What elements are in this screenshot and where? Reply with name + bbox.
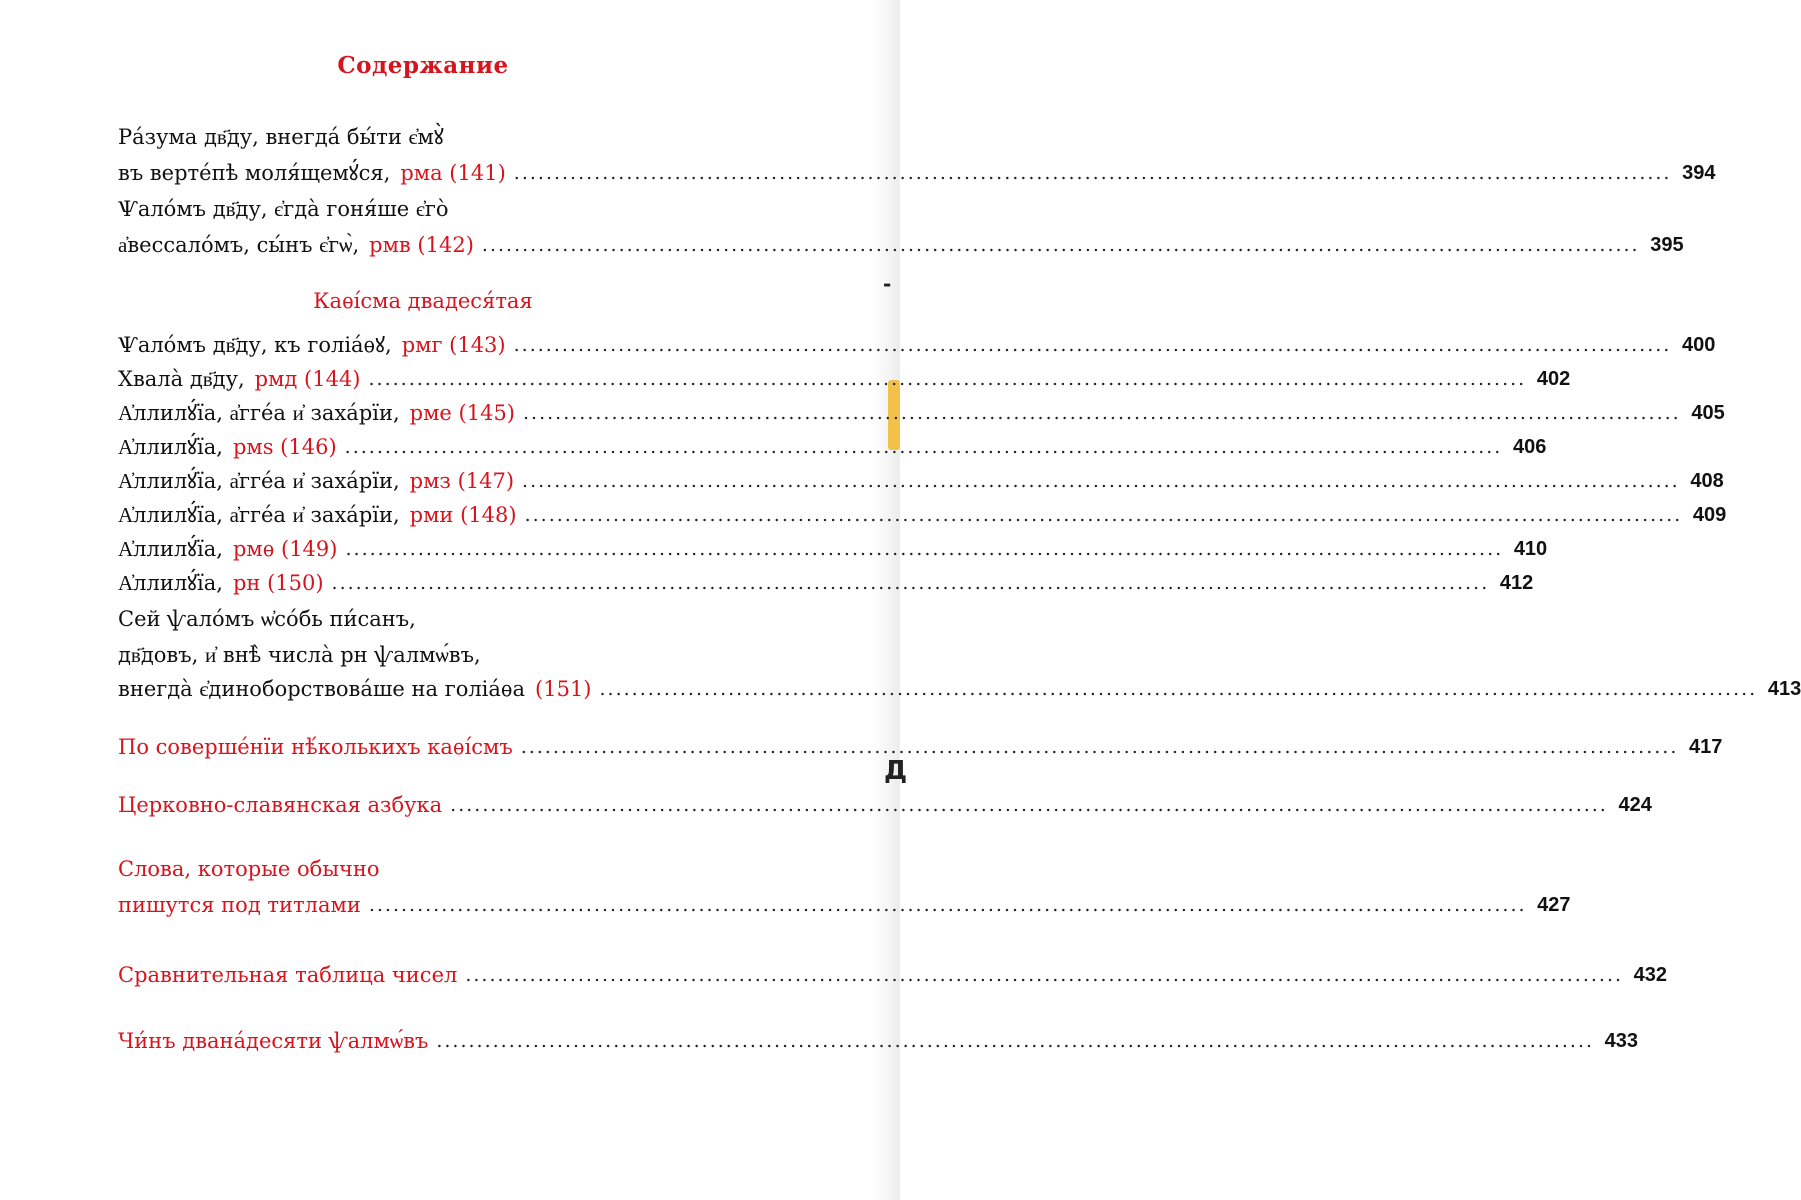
page-number: 408 — [1690, 470, 1724, 492]
leader-dots — [332, 568, 1490, 598]
toc-entry-text: А҆ллилꙋ́їа, а҆гге́а и҆ заха́рїи, — [118, 503, 400, 527]
toc-entry-143[interactable] — [118, 326, 1716, 360]
leader-dots — [436, 1026, 1594, 1056]
psalm-number: рме (145) — [409, 401, 516, 425]
toc-entry-alphabet[interactable] — [118, 786, 1652, 820]
leader-dots — [600, 674, 1758, 704]
toc-entry-text: Сравнительная таблица чисел — [118, 963, 458, 987]
toc-entry-text: пишутся под титлами — [118, 893, 361, 917]
page-number: 432 — [1633, 964, 1668, 986]
page-number: 400 — [1681, 334, 1716, 356]
toc-entry-titla-words-line1[interactable] — [118, 850, 728, 884]
toc-entry-text: А҆ллилꙋ́їа, — [118, 537, 223, 561]
toc-entry-text: Ѱало́мъ дв҃ду, є҆гда̀ гоня́ше є҆го̀ — [118, 197, 449, 221]
toc-entry-text: Ра́зума дв҃ду, внегда́ бы́ти є҆мꙋ̀ — [118, 125, 444, 149]
page-number: 406 — [1512, 436, 1547, 458]
page-number: 395 — [1650, 234, 1684, 256]
leader-dots — [522, 466, 1680, 496]
toc-entry-142-line1[interactable] — [118, 190, 728, 224]
toc-entry-text: въ верте́пѣ моля́щемꙋ́ся, — [118, 161, 391, 185]
toc-entry-151-line1[interactable] — [118, 600, 728, 634]
toc-entry-titla-words-line2[interactable] — [118, 886, 1571, 920]
toc-entry-144[interactable] — [118, 360, 1571, 394]
toc-entry-145[interactable] — [118, 394, 1725, 428]
toc-entry-150[interactable] — [118, 564, 1534, 598]
psalm-number: рмѳ (149) — [232, 537, 338, 561]
leader-dots — [525, 500, 1683, 530]
page-number: 394 — [1682, 162, 1716, 184]
leader-dots — [482, 230, 1640, 260]
facing-page-dash: - — [883, 272, 892, 296]
psalm-number: рма (141) — [400, 161, 506, 185]
leader-dots — [345, 432, 1503, 462]
toc-entry-text: Слова, которые обычно — [118, 857, 380, 881]
page-number: 410 — [1513, 538, 1548, 560]
page-number: 427 — [1537, 894, 1571, 916]
leader-dots — [514, 158, 1672, 188]
toc-entry-text: А҆ллилꙋ́їа, а҆гге́а и҆ заха́рїи, — [118, 469, 400, 493]
table-of-contents — [118, 48, 1801, 1053]
page-number: 433 — [1604, 1030, 1639, 1052]
leader-dots — [369, 890, 1527, 920]
leader-dots — [450, 790, 1608, 820]
toc-entry-151-line3[interactable] — [118, 670, 1801, 704]
toc-entry-numbers-table[interactable] — [118, 956, 1668, 990]
psalm-number: рмд (144) — [254, 367, 361, 391]
toc-entry-text: По соверше́нїи нѣ́колькихъ каѳі́смъ — [118, 735, 513, 759]
toc-entry-after-kathismas[interactable] — [118, 728, 1723, 762]
toc-entry-twelve-psalms[interactable] — [118, 1022, 1639, 1056]
toc-entry-141-line1[interactable] — [118, 118, 728, 152]
psalm-number: рн (150) — [232, 571, 324, 595]
toc-entry-text: А҆ллилꙋ́їа, а҆гге́а и҆ заха́рїи, — [118, 401, 400, 425]
facing-page-letter: Д — [884, 756, 908, 786]
page-number: 405 — [1691, 402, 1725, 424]
kathisma-heading: Каѳі́сма двадеся́тая — [313, 289, 533, 313]
toc-entry-149[interactable] — [118, 530, 1548, 564]
leader-dots — [345, 534, 1503, 564]
toc-entry-text: Церковно-славянская азбука — [118, 793, 443, 817]
toc-entry-text: Чи́нъ двана́десяти ѱалмѡ́въ — [118, 1029, 429, 1053]
page-number: 412 — [1499, 572, 1534, 594]
toc-entry-141-line2[interactable] — [118, 154, 1716, 188]
page-number: 413 — [1767, 678, 1801, 700]
toc-entry-151-line2[interactable] — [118, 636, 728, 670]
toc-entry-text: Хвала̀ дв҃ду, — [118, 367, 245, 391]
page-number: 409 — [1692, 504, 1727, 526]
toc-entry-146[interactable] — [118, 428, 1547, 462]
toc-entry-text: А҆ллилꙋ́їа, — [118, 435, 223, 459]
toc-entry-text: Ѱало́мъ дв҃ду, къ голіа́ѳꙋ, — [118, 333, 392, 357]
toc-entry-text: дв҃довъ, и҆ внѣ̀ числа̀ рн ѱалмѡ́въ, — [118, 643, 481, 667]
leader-dots — [521, 732, 1679, 762]
page-number: 417 — [1689, 736, 1723, 758]
toc-entry-148[interactable] — [118, 496, 1727, 530]
psalm-number: рмг (143) — [401, 333, 506, 357]
psalm-number: (151) — [535, 677, 592, 701]
toc-entry-142-line2[interactable] — [118, 226, 1684, 260]
leader-dots — [465, 960, 1623, 990]
page-title: Содержание — [337, 52, 509, 79]
page-number: 402 — [1536, 368, 1571, 390]
psalm-number: рмѕ (146) — [232, 435, 337, 459]
toc-entry-text: внегда̀ є҆диноборствова́ше на голіа́ѳа — [118, 677, 526, 701]
leader-dots — [523, 398, 1681, 428]
leader-dots — [369, 364, 1527, 394]
toc-entry-text: Сей ѱало́мъ ѡ҆со́бь пи́санъ, — [118, 607, 416, 631]
leader-dots — [514, 330, 1672, 360]
toc-entry-147[interactable] — [118, 462, 1724, 496]
page-number: 424 — [1618, 794, 1652, 816]
psalm-number: рмв (142) — [369, 233, 474, 257]
psalm-number: рмз (147) — [409, 469, 515, 493]
toc-entry-text: а҆вессало́мъ, сы́нъ є҆гѡ̀, — [118, 233, 360, 257]
toc-entry-text: А҆ллилꙋ́їа, — [118, 571, 223, 595]
psalm-number: рми (148) — [409, 503, 517, 527]
